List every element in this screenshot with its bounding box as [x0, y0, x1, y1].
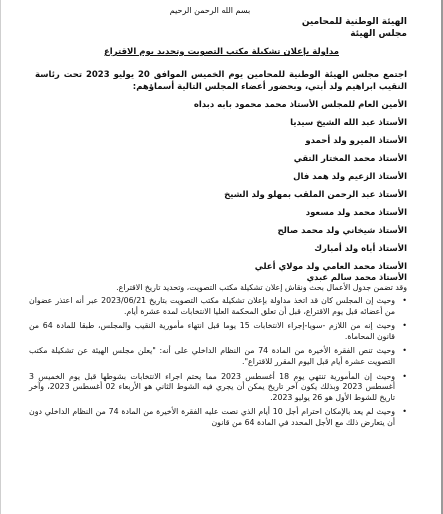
member-line: الأمين العام للمجلس الأستاذ محمد محمود بابه دبداه: [193, 100, 407, 110]
member-line: الأستاذ الميرو ولد أحمدو: [305, 136, 407, 146]
council-name: مجلس الهيئة: [350, 29, 407, 39]
member-line: الأستاذ محمد العامي ولد مولاي أعلي: [254, 262, 407, 272]
member-line: الأستاذ الزعيم ولد همد فال: [293, 172, 407, 182]
member-line: الأستاذ عبد الله الشيخ سيديا: [290, 118, 407, 128]
member-line: الأستاذ محمد سالم عبدي: [306, 272, 407, 282]
scan-edge-left: [0, 0, 1, 514]
member-line: الأستاذ شيخاني ولد محمد صالح: [277, 226, 407, 236]
intro-paragraph: اجتمع مجلس الهيئة الوطنية للمحامين يوم الخميس الموافق 20 يوليو 2023 تحت رئاسة النقيب ابراهيم ولد أبتي، وبحضور أعضاء المجلس التالية أسماؤهم:: [35, 70, 408, 92]
consideration-item: • وحيث تنص الفقرة الأخيرة من المادة 74 من النظام الداخلي على أنه: "يعلن مجلس الهيئة عن تشكيلة مكتب التصويت عشرة أيام قبل اليوم المقرر للاقتراع".: [29, 346, 407, 367]
considerations-list: [29, 296, 407, 433]
member-line: الأستاذ عبد الرحمن الملقب بمهلو ولد الشيخ: [224, 190, 407, 200]
member-line: الأستاذ محمد ولد مسعود: [305, 208, 407, 218]
member-line: الأستاذ محمد المختار التقي: [293, 154, 407, 164]
consideration-item: • وحيث لم يعد بالإمكان احترام أجل 10 أيام الذي نصت عليه الفقرة الأخيرة من المادة 74 من النظام الداخلي دون أن يتعارض ذلك مع الأجل المحدد في المادة 64 من قانون: [29, 407, 407, 428]
consideration-item: • وحيث إنه من اللازم -سويا-إجراء الانتخابات 15 يوما قبل انتهاء مأمورية النقيب والمجلس، طبقا للمادة 64 من قانون المحاماة.: [29, 321, 407, 342]
basmala: بسم الله الرحمن الرحيم: [169, 6, 251, 15]
organization-name: الهيئة الوطنية للمحامين: [301, 17, 407, 27]
member-line: الأستاذ أباه ولد أمبارك: [314, 244, 407, 254]
consideration-item: • وحيث إن المجلس كان قد اتخذ مداولة بإعلان تشكيلة مكتب التصويت بتاريخ 2023/06/21 عبر أنه اعتذر عضوان من أعضائه قبل يوم الاقتراع، قبل أن تعلق المحكمة العليا الانتخابات لمدة عشرة أيام.: [29, 296, 407, 317]
consideration-item: • وحيث إن المأمورية تنتهي يوم 18 أغسطس 2023 مما يحتم اجراء الانتخابات بشوطها قبل يوم الخميس 3 أغسطس 2023 وبذلك يكون آخر تاريخ يمكن أن يجري فيه الشوط الثاني هو الأربعاء 02 أغسطس 2023، وآخر تاريخ للشوط الأول هو 26 يوليو 2023.: [29, 372, 407, 404]
agenda-paragraph: وقد تضمن جدول الأعمال بحث ونقاش إعلان تشكيلة مكتب التصويت، وتحديد تاريخ الاقتراع.: [116, 283, 407, 292]
document-subject: مداولة بإعلان تشكيلة مكتب التصويت وتحديد يوم الاقتراع: [104, 47, 339, 57]
